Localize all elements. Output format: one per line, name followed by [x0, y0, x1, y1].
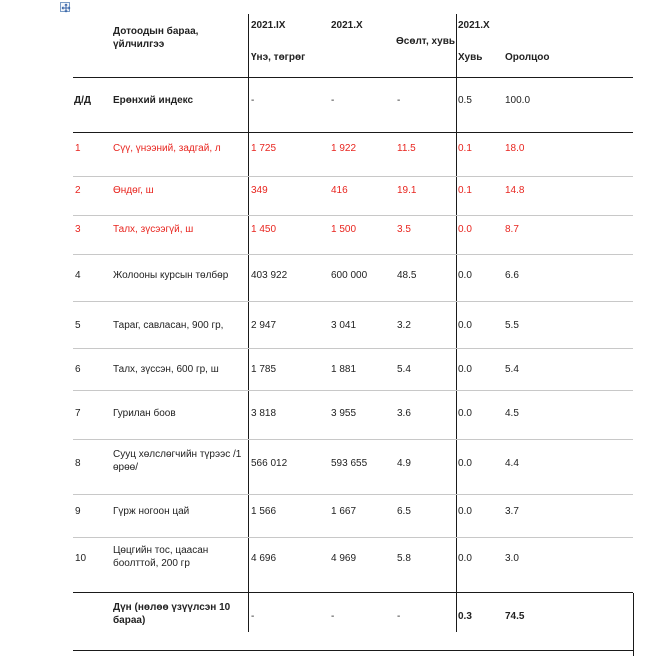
row-name: Гүрж ногоон цай — [113, 506, 190, 517]
row-p2: 600 000 — [331, 270, 368, 281]
index-code: Д/Д — [74, 95, 92, 106]
row-growth: 19.1 — [397, 185, 417, 196]
rule-row-9 — [73, 537, 633, 538]
rule-row-4 — [73, 301, 633, 302]
index-name: Ерөнхий индекс — [113, 95, 194, 106]
header-name: Дотоодын бараа, үйлчилгээ — [113, 26, 199, 50]
row-num: 5 — [75, 320, 81, 331]
row-num: 10 — [75, 553, 87, 564]
row-p1: 403 922 — [251, 270, 288, 281]
row-p2: 593 655 — [331, 458, 368, 469]
header-price-unit: Үнэ, төгрөг — [251, 52, 306, 63]
row-share: 0.0 — [458, 270, 472, 281]
row-name: Талх, зүссэн, 600 гр, ш — [113, 364, 219, 375]
row-growth: 3.2 — [397, 320, 411, 331]
col-rule-share — [456, 14, 457, 632]
index-growth: - — [397, 95, 401, 106]
row-share: 0.0 — [458, 458, 472, 469]
index-p2: - — [331, 95, 335, 106]
row-num: 2 — [75, 185, 81, 196]
rule-header — [73, 77, 633, 78]
row-p1: 566 012 — [251, 458, 288, 469]
row-p2: 1 500 — [331, 224, 357, 235]
row-name: Цөцгийн тос, цаасан боолттой, 200 гр — [113, 545, 209, 569]
header-period1: 2021.IX — [251, 20, 286, 31]
header-share: Хувь — [458, 52, 483, 63]
rule-row-8 — [73, 494, 633, 495]
row-num: 9 — [75, 506, 81, 517]
header-contribution: Оролцоо — [505, 52, 550, 63]
index-p1: - — [251, 95, 255, 106]
row-num: 3 — [75, 224, 81, 235]
row-growth: 3.5 — [397, 224, 411, 235]
row-p1: 349 — [251, 185, 268, 196]
rule-index — [73, 132, 633, 133]
row-name: Сүү, үнээний, задгай, л — [113, 143, 221, 154]
rule-row-2 — [73, 215, 633, 216]
row-p1: 2 947 — [251, 320, 277, 331]
row-growth: 5.4 — [397, 364, 411, 375]
row-contribution: 4.4 — [505, 458, 519, 469]
row-p2: 4 969 — [331, 553, 357, 564]
row-p1: 1 785 — [251, 364, 277, 375]
rule-row-5 — [73, 348, 633, 349]
row-contribution: 5.5 — [505, 320, 519, 331]
row-name: Тараг, савласан, 900 гр, — [113, 320, 224, 331]
row-name: Талх, зүсээгүй, ш — [113, 224, 194, 235]
header-period2: 2021.X — [331, 20, 363, 31]
row-contribution: 18.0 — [505, 143, 525, 154]
table-right-edge — [633, 593, 634, 656]
row-p1: 4 696 — [251, 553, 277, 564]
row-growth: 48.5 — [397, 270, 417, 281]
rule-row-6 — [73, 390, 633, 391]
row-name: Гурилан боов — [113, 408, 176, 419]
row-share: 0.0 — [458, 320, 472, 331]
row-share: 0.1 — [458, 143, 472, 154]
row-name: Жолооны курсын төлбөр — [113, 270, 229, 281]
row-share: 0.1 — [458, 185, 472, 196]
rule-bottom — [73, 650, 633, 651]
move-arrows-icon — [61, 3, 71, 13]
row-share: 0.0 — [458, 553, 472, 564]
col-rule-prices — [248, 14, 249, 632]
row-growth: 4.9 — [397, 458, 411, 469]
row-p1: 1 566 — [251, 506, 277, 517]
row-contribution: 8.7 — [505, 224, 519, 235]
row-share: 0.0 — [458, 506, 472, 517]
row-p2: 1 881 — [331, 364, 357, 375]
total-growth: - — [397, 611, 401, 622]
total-share: 0.3 — [458, 611, 472, 622]
row-contribution: 3.7 — [505, 506, 519, 517]
rule-row-10 — [73, 592, 633, 593]
rule-row-1 — [73, 176, 633, 177]
total-contribution: 74.5 — [505, 611, 525, 622]
row-growth: 5.8 — [397, 553, 411, 564]
header-period3: 2021.X — [458, 20, 490, 31]
row-share: 0.0 — [458, 408, 472, 419]
row-contribution: 6.6 — [505, 270, 519, 281]
row-p1: 1 450 — [251, 224, 277, 235]
row-num: 7 — [75, 408, 81, 419]
row-growth: 11.5 — [397, 143, 416, 154]
row-contribution: 4.5 — [505, 408, 519, 419]
row-growth: 6.5 — [397, 506, 411, 517]
row-p2: 3 955 — [331, 408, 357, 419]
row-share: 0.0 — [458, 224, 472, 235]
header-growth: Өсөлт, хувь — [396, 36, 456, 47]
row-name: Өндөг, ш — [113, 185, 154, 196]
row-num: 6 — [75, 364, 81, 375]
table-move-handle[interactable] — [60, 2, 70, 12]
row-p2: 1 667 — [331, 506, 357, 517]
rule-row-3 — [73, 254, 633, 255]
row-p2: 1 922 — [331, 143, 357, 154]
row-p1: 3 818 — [251, 408, 277, 419]
row-share: 0.0 — [458, 364, 472, 375]
row-num: 8 — [75, 458, 81, 469]
index-contribution: 100.0 — [505, 95, 531, 106]
rule-row-7 — [73, 439, 633, 440]
row-p2: 416 — [331, 185, 348, 196]
index-share: 0.5 — [458, 95, 472, 106]
row-contribution: 5.4 — [505, 364, 519, 375]
total-p1: - — [251, 611, 255, 622]
total-p2: - — [331, 611, 335, 622]
row-num: 1 — [75, 143, 81, 154]
row-contribution: 14.8 — [505, 185, 525, 196]
row-num: 4 — [75, 270, 81, 281]
total-name: Дүн (нөлөө үзүүлсэн 10 бараа) — [113, 602, 231, 626]
row-name: Сууц хөлслөгчийн түрээс /1 өрөө/ — [113, 449, 242, 473]
row-p1: 1 725 — [251, 143, 277, 154]
row-contribution: 3.0 — [505, 553, 519, 564]
row-growth: 3.6 — [397, 408, 411, 419]
row-p2: 3 041 — [331, 320, 357, 331]
